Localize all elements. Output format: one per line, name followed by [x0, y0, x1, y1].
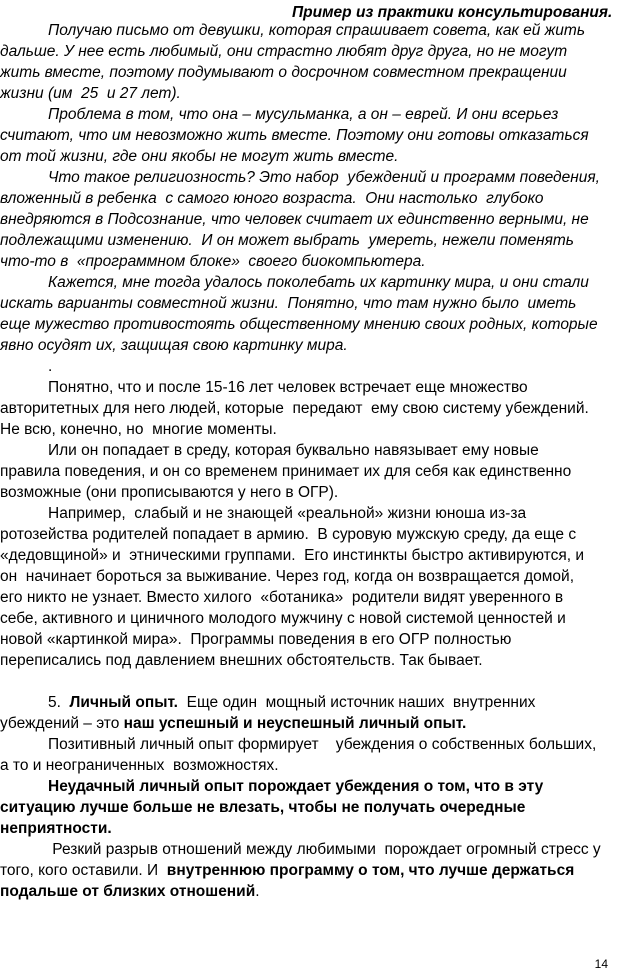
text-span: того, кого оставили. И	[0, 862, 167, 879]
text-line: дальше. У нее есть любимый, они страстно любят друг друга, но не могут	[0, 43, 568, 60]
text-line: Неудачный личный опыт порождает убеждения о том, что в эту	[48, 778, 544, 795]
text-line: Получаю письмо от девушки, которая спрашивает совета, как ей жить	[48, 22, 585, 39]
text-line: искать варианты совместной жизни. Понятно, что там нужно было иметь	[0, 295, 577, 312]
separator-dot: .	[48, 358, 53, 375]
text-line: переписались под давлением внешних обстоятельств. Так бывает.	[0, 652, 483, 669]
bold-span: наш успешный и неуспешный личный опыт.	[123, 715, 467, 732]
bold-span: подальше от близких отношений	[0, 883, 256, 900]
text-span: .	[255, 883, 260, 900]
text-line: от той жизни, где они якобы не могут жить вместе.	[0, 148, 399, 165]
text-line	[0, 755, 279, 776]
text-line	[48, 692, 535, 713]
list-number: 5.	[48, 694, 70, 711]
text-line: вложенный в ребенка с самого юного возраста. Они настолько глубоко	[0, 190, 544, 207]
text-line: подлежащими изменению. И он может выбрать умереть, нежели поменять	[0, 232, 574, 249]
text-line: считают, что им невозможно жить вместе. Поэтому они готовы отказаться	[0, 127, 589, 144]
text-line: Позитивный личный опыт формирует убеждения о собственных больших,	[48, 736, 597, 753]
text-span: а то и	[0, 757, 46, 774]
text-line: Кажется, мне тогда удалось поколебать их картинку мира, и они стали	[48, 274, 589, 291]
text-line	[0, 881, 260, 902]
text-span: неограниченных	[45, 757, 165, 774]
text-line: себе, активного и циничного молодого мужчину с новой системой ценностей и	[0, 610, 566, 627]
page-number: 14	[594, 957, 608, 971]
text-line: жить вместе, поэтому подумывают о досрочном совместном прекращении	[0, 64, 567, 81]
text-line: ротозейства родителей попадает в армию. В суровую мужскую среду, да еще с	[0, 526, 577, 543]
text-line	[0, 860, 574, 881]
text-line: Например, слабый и не знающей «реальной» жизни юноша из-за	[48, 505, 527, 522]
text-line: его никто не узнает. Вместо хилого «ботаника» родители видят уверенного в	[0, 589, 564, 606]
text-line: Понятно, что и после 15-16 лет человек встречает еще множество	[48, 379, 528, 396]
text-span: возможностях.	[164, 757, 279, 774]
text-line: авторитетных для него людей, которые передают ему свою систему убеждений.	[0, 400, 589, 417]
text-line: что-то в «программном блоке» своего биокомпьютера.	[0, 253, 426, 270]
section-5-title: Личный опыт.	[69, 694, 178, 711]
text-line: жизни (им 25 и 27 лет).	[0, 85, 181, 102]
text-line: «дедовщиной» и этническими группами. Его инстинкты быстро активируются, и	[0, 547, 584, 564]
section-heading: Пример из практики консультирования.	[292, 4, 613, 21]
text-line: внедряются в Подсознание, что человек считает их единственно верными, не	[0, 211, 589, 228]
text-line: Что такое религиозность? Это набор убеждений и программ поведения,	[48, 169, 600, 186]
text-line: правила поведения, и он со временем принимает их для себя как единственно	[0, 463, 572, 480]
text-line: явно осудят их, защищая свою картинку мира.	[0, 337, 348, 354]
bold-span: внутреннюю программу о том, что лучше держаться	[166, 862, 575, 879]
text-line: Не всю, конечно, но многие моменты.	[0, 421, 277, 438]
text-span: Еще один мощный источник наших внутренних	[178, 694, 536, 711]
text-line: возможные (они прописываются у него в ОГР).	[0, 484, 339, 501]
text-line: еще мужество противостоять общественному мнению своих родных, которые	[0, 316, 598, 333]
text-line: Проблема в том, что она – мусульманка, а он – еврей. И они всерьез	[48, 106, 559, 123]
text-line: Резкий разрыв отношений между любимыми порождает огромный стресс у	[48, 841, 601, 858]
text-line: Или он попадает в среду, которая буквально навязывает ему новые	[48, 442, 539, 459]
text-line: он начинает бороться за выживание. Через год, когда он возвращается домой,	[0, 568, 574, 585]
text-line: неприятности.	[0, 820, 112, 837]
text-line: ситуацию лучше больше не влезать, чтобы не получать очередные	[0, 799, 526, 816]
text-span: убеждений – это	[0, 715, 124, 732]
text-line: новой «картинкой мира». Программы поведения в его ОГР полностью	[0, 631, 512, 648]
text-line	[0, 713, 466, 734]
